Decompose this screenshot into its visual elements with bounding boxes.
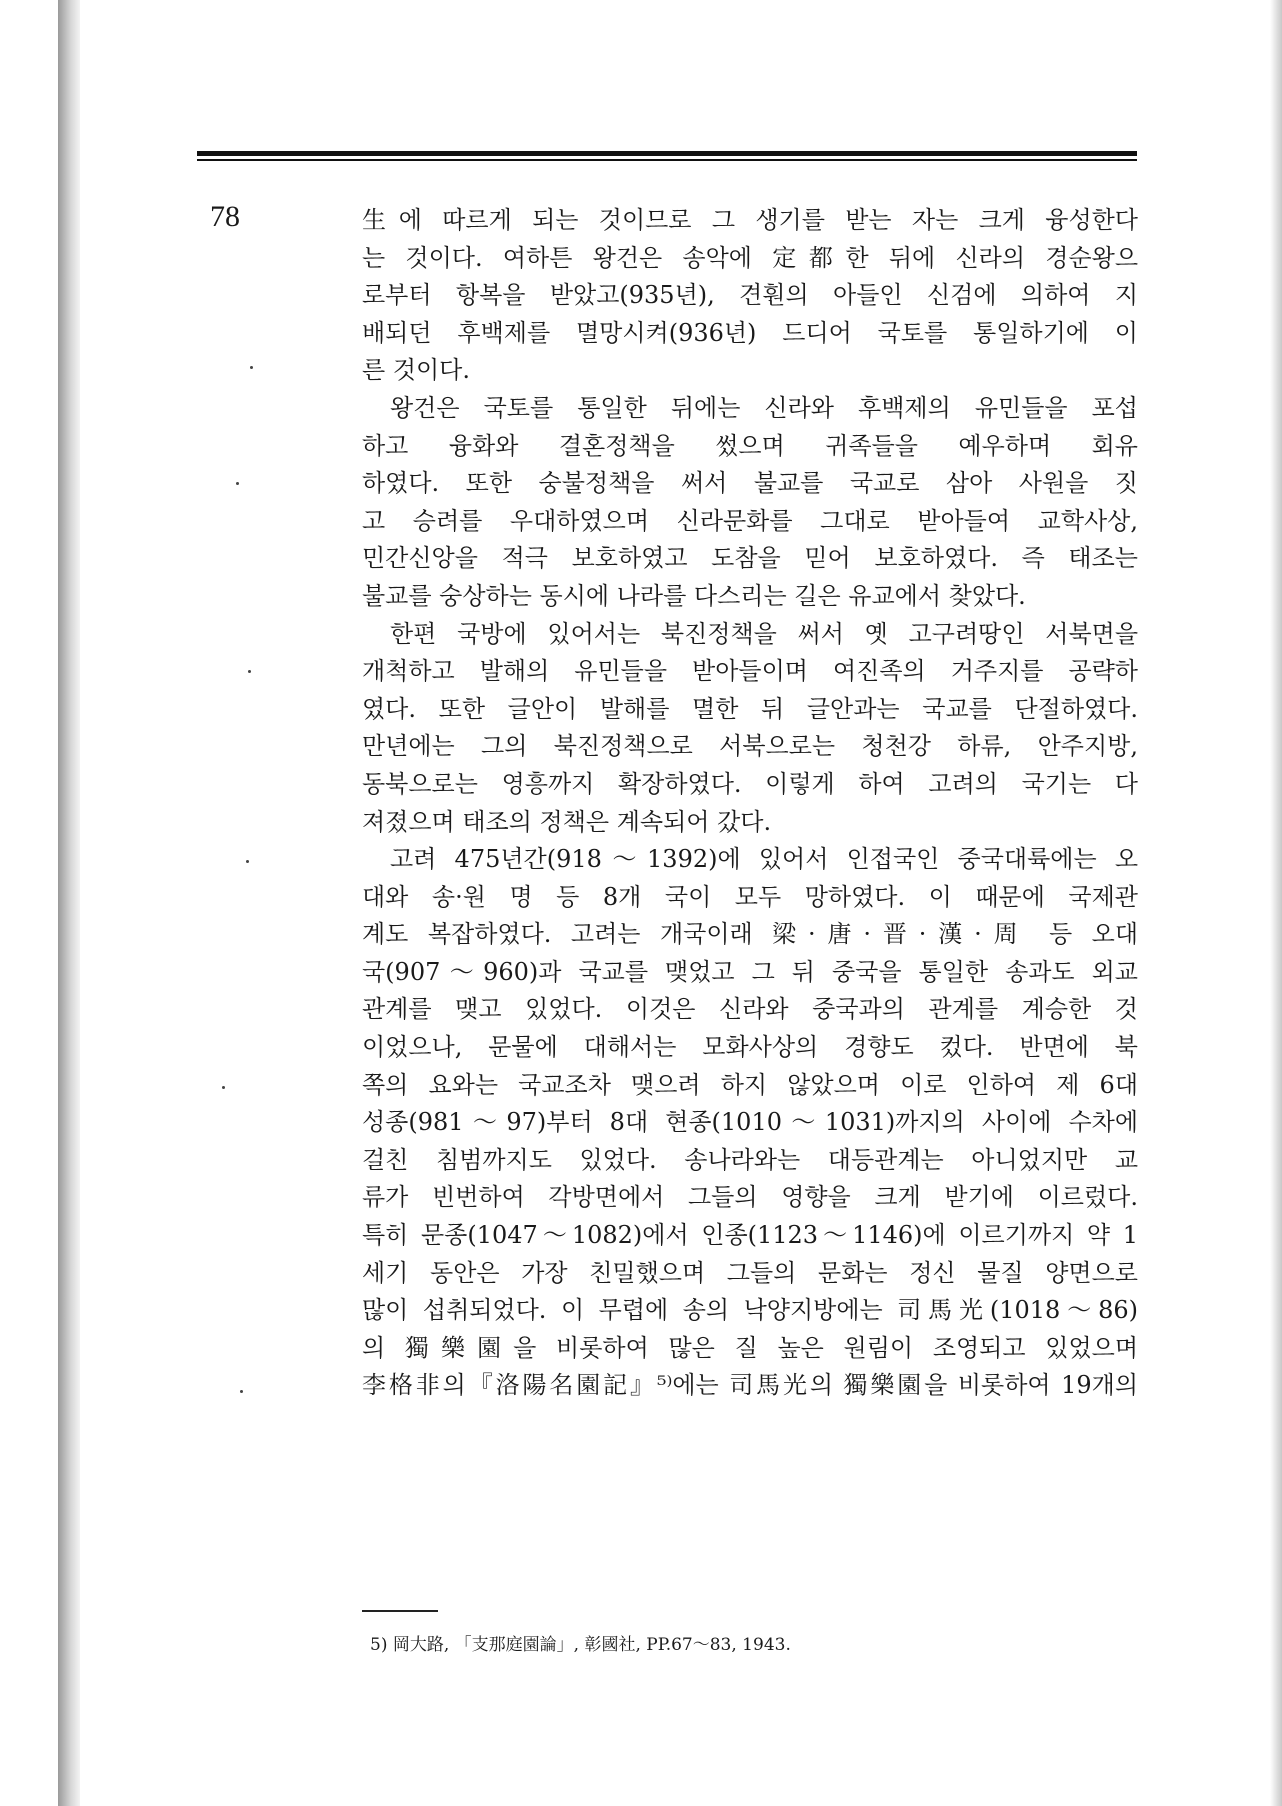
margin-speck xyxy=(246,860,249,863)
text-line: 이었으나, 문물에 대해서는 모화사상의 경향도 컸다. 반면에 북 xyxy=(362,1033,1138,1062)
text-line: 만년에는 그의 북진정책으로 서북으로는 청천강 하류, 안주지방, xyxy=(362,732,1138,761)
text-line: 고려 475년간(918～1392)에 있어서 인접국인 중국대륙에는 오 xyxy=(390,845,1138,874)
text-line: 는 것이다. 여하튼 왕건은 송악에 定都한 뒤에 신라의 경순왕으 xyxy=(362,243,1138,272)
text-line: 였다. 또한 글안이 발해를 멸한 뒤 글안과는 국교를 단절하였다. xyxy=(362,694,1138,723)
text-line: 하고 융화와 결혼정책을 썼으며 귀족들을 예우하며 회유 xyxy=(362,431,1138,460)
text-line: 많이 섭취되었다. 이 무렵에 송의 낙양지방에는 司馬光(1018～86) xyxy=(362,1296,1138,1325)
text-line: 배되던 후백제를 멸망시켜(936년) 드디어 국토를 통일하기에 이 xyxy=(362,318,1138,347)
text-line: 민간신앙을 적극 보호하였고 도참을 믿어 보호하였다. 즉 태조는 xyxy=(362,544,1138,573)
text-line: 로부터 항복을 받았고(935년), 견훤의 아들인 신검에 의하여 지 xyxy=(362,281,1138,310)
text-line: 동북으로는 영흥까지 확장하였다. 이렇게 하여 고려의 국기는 다 xyxy=(362,769,1138,798)
text-line: 계도 복잡하였다. 고려는 개국이래 梁·唐·晋·漢·周 등 오대 xyxy=(362,920,1138,949)
margin-speck xyxy=(250,366,253,369)
margin-speck xyxy=(240,1390,243,1393)
margin-speck xyxy=(222,1086,225,1089)
text-line: 른 것이다. xyxy=(362,356,470,385)
text-line: 의 獨樂園을 비롯하여 많은 질 높은 원림이 조영되고 있었으며 xyxy=(362,1333,1138,1362)
margin-speck xyxy=(236,482,239,485)
text-line: 특히 문종(1047～1082)에서 인종(1123～1146)에 이르기까지 약 1 xyxy=(362,1221,1138,1250)
text-line: 李格非의『洛陽名園記』⁵⁾에는 司馬光의 獨樂園을 비롯하여 19개의 xyxy=(362,1371,1138,1400)
header-rule-thick xyxy=(197,151,1137,156)
text-line: 류가 빈번하여 각방면에서 그들의 영향을 크게 받기에 이르렀다. xyxy=(362,1183,1138,1212)
text-line: 져졌으며 태조의 정책은 계속되어 갔다. xyxy=(362,807,772,836)
body-text xyxy=(362,202,1138,1405)
header-rule-thin xyxy=(197,159,1137,161)
text-line: 세기 동안은 가장 친밀했으며 그들의 문화는 정신 물질 양면으로 xyxy=(362,1258,1138,1287)
text-line: 쪽의 요와는 국교조차 맺으려 하지 않았으며 이로 인하여 제 6대 xyxy=(362,1070,1138,1099)
text-line: 대와 송·원 명 등 8개 국이 모두 망하였다. 이 때문에 국제관 xyxy=(362,882,1138,911)
page-edge-right xyxy=(1270,0,1282,1806)
text-line: 한편 국방에 있어서는 북진정책을 써서 옛 고구려땅인 서북면을 xyxy=(390,619,1138,648)
margin-speck xyxy=(248,670,251,673)
page-edge-shadow xyxy=(58,0,80,1806)
text-line: 하였다. 또한 숭불정책을 써서 불교를 국교로 삼아 사원을 짓 xyxy=(362,469,1138,498)
text-line: 걸친 침범까지도 있었다. 송나라와는 대등관계는 아니었지만 교 xyxy=(362,1145,1138,1174)
text-line: 왕건은 국토를 통일한 뒤에는 신라와 후백제의 유민들을 포섭 xyxy=(390,393,1138,422)
footnote: 5) 岡大路, 「支那庭園論」, 彰國社, PP.67～83, 1943. xyxy=(370,1635,791,1655)
text-line: 국(907～960)과 국교를 맺었고 그 뒤 중국을 통일한 송과도 외교 xyxy=(362,957,1138,986)
footnote-rule xyxy=(362,1610,438,1612)
text-line: 고 승려를 우대하였으며 신라문화를 그대로 받아들여 교학사상, xyxy=(362,506,1138,535)
text-line: 관계를 맺고 있었다. 이것은 신라와 중국과의 관계를 계승한 것 xyxy=(362,995,1138,1024)
text-line: 불교를 숭상하는 동시에 나라를 다스리는 길은 유교에서 찾았다. xyxy=(362,581,1026,610)
text-line: 개척하고 발해의 유민들을 받아들이며 여진족의 거주지를 공략하 xyxy=(362,657,1138,686)
text-line: 生에 따르게 되는 것이므로 그 생기를 받는 자는 크게 융성한다 xyxy=(362,206,1138,234)
text-line: 성종(981～97)부터 8대 현종(1010～1031)까지의 사이에 수차에 xyxy=(362,1108,1138,1137)
page-number: 78 xyxy=(210,200,240,233)
